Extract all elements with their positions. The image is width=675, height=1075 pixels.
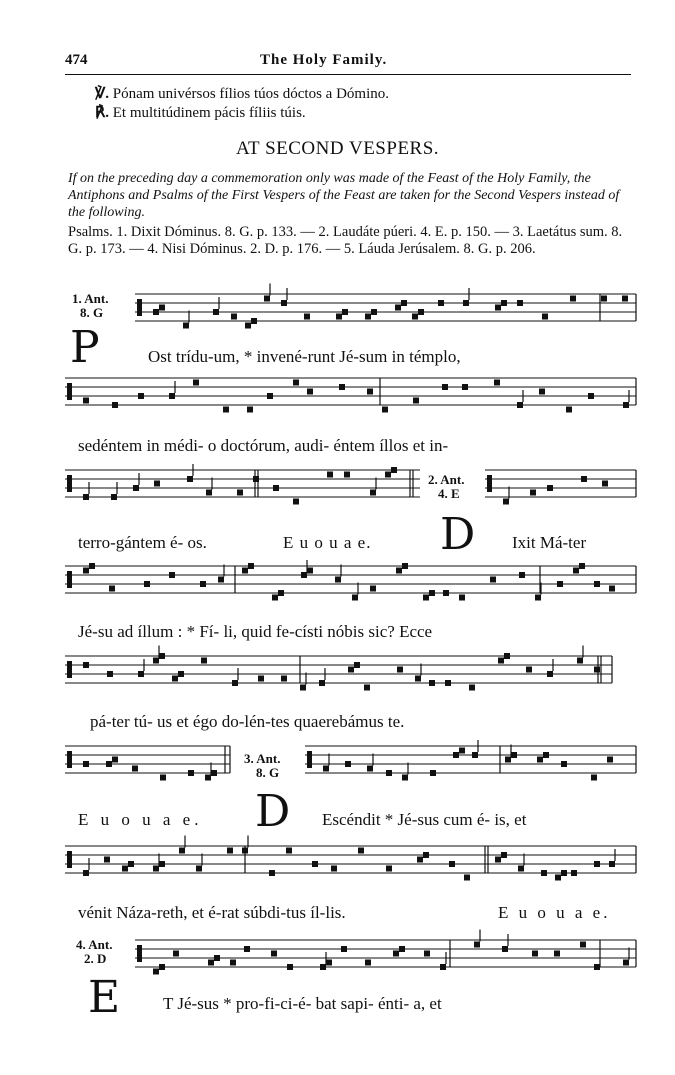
ant2-lyric-1: Ixit Má-ter — [512, 533, 587, 552]
neume-note — [365, 960, 371, 966]
neume-note — [594, 581, 600, 587]
neume-note — [429, 590, 435, 596]
neume-note — [453, 752, 459, 758]
neume-note — [169, 393, 175, 399]
ant2-euouae: E u o u a e. — [78, 810, 203, 829]
neume-note — [577, 658, 583, 664]
ant3-lyric-2: vénit Náza-reth, et é-rat súbdi-tus íl-lis. — [78, 903, 346, 922]
neume-note — [339, 384, 345, 390]
neume-note — [570, 296, 576, 302]
ant4-initial: E — [88, 972, 121, 1023]
neume-note — [542, 314, 548, 320]
neume-note — [623, 960, 629, 966]
ant1-initial: P — [70, 322, 100, 373]
neume-note — [253, 476, 259, 482]
neume-note — [344, 472, 350, 478]
neume-note — [319, 680, 325, 686]
neume-note — [438, 300, 444, 306]
neume-note — [511, 752, 517, 758]
neume-note — [107, 671, 113, 677]
neume-note — [307, 389, 313, 395]
neume-note — [370, 586, 376, 592]
neume-note — [517, 300, 523, 306]
neume-note — [443, 590, 449, 596]
neume-note — [248, 563, 254, 569]
neume-note — [571, 870, 577, 876]
neume-note — [159, 305, 165, 311]
neume-note — [300, 685, 306, 691]
neume-note — [247, 407, 253, 413]
neume-note — [218, 577, 224, 583]
neume-note — [122, 866, 128, 872]
neume-note — [579, 563, 585, 569]
neume-note — [609, 861, 615, 867]
neume-note — [83, 568, 89, 574]
clef — [67, 475, 72, 492]
neume-note — [264, 296, 270, 302]
neume-note — [227, 848, 233, 854]
neume-note — [623, 402, 629, 408]
neume-note — [543, 752, 549, 758]
neume-note — [601, 296, 607, 302]
neume-note — [445, 680, 451, 686]
neume-note — [245, 323, 251, 329]
neume-note — [336, 314, 342, 320]
neume-note — [594, 667, 600, 673]
neume-note — [371, 309, 377, 315]
running-title: The Holy Family. — [260, 52, 388, 68]
ant2-initial: D — [440, 509, 476, 560]
neume-note — [331, 866, 337, 872]
ant3-lyric-1: Escéndit * Jé-sus cum é- is, et — [322, 810, 527, 829]
neume-note — [213, 309, 219, 315]
neume-note — [413, 398, 419, 404]
neume-note — [214, 955, 220, 961]
neume-note — [535, 595, 541, 601]
neume-note — [301, 572, 307, 578]
neume-note — [530, 490, 536, 496]
neume-note — [132, 766, 138, 772]
neume-note — [440, 964, 446, 970]
neume-note — [112, 402, 118, 408]
neume-note — [526, 667, 532, 673]
neume-note — [193, 380, 199, 386]
neume-note — [537, 757, 543, 763]
neume-note — [323, 766, 329, 772]
neume-note — [382, 407, 388, 413]
neume-note — [503, 499, 509, 505]
neume-note — [211, 770, 217, 776]
ant1-euouae: E u o u a e. — [283, 533, 372, 552]
neume-note — [200, 581, 206, 587]
ant2-label: 2. Ant. — [428, 472, 465, 487]
neume-note — [138, 393, 144, 399]
neume-note — [179, 848, 185, 854]
neume-note — [106, 761, 112, 767]
neume-note — [230, 960, 236, 966]
neume-note — [519, 572, 525, 578]
neume-note — [258, 676, 264, 682]
neume-note — [169, 572, 175, 578]
neume-note — [242, 848, 248, 854]
response-sign: ℟. — [95, 105, 110, 121]
neume-note — [532, 951, 538, 957]
neume-note — [395, 305, 401, 311]
neume-note — [267, 393, 273, 399]
neume-note — [541, 870, 547, 876]
neume-note — [494, 380, 500, 386]
neume-note — [352, 595, 358, 601]
neume-note — [401, 300, 407, 306]
neume-note — [335, 577, 341, 583]
ant4-mode: 2. D — [84, 951, 107, 966]
neume-note — [273, 485, 279, 491]
neume-note — [397, 667, 403, 673]
ant1-lyric-3: terro-gántem é- os. — [78, 533, 207, 552]
neume-note — [602, 481, 608, 487]
neume-note — [517, 402, 523, 408]
neume-note — [326, 960, 332, 966]
clef — [307, 751, 312, 768]
neume-note — [396, 568, 402, 574]
neume-note — [554, 951, 560, 957]
neume-note — [320, 964, 326, 970]
neume-note — [231, 314, 237, 320]
neume-note — [342, 309, 348, 315]
section-title: AT SECOND VESPERS. — [235, 138, 440, 159]
neume-note — [518, 866, 524, 872]
neume-note — [581, 476, 587, 482]
ant2-mode: 4. E — [438, 486, 460, 501]
clef — [67, 383, 72, 400]
neume-note — [109, 586, 115, 592]
neume-note — [370, 490, 376, 496]
neume-note — [391, 467, 397, 473]
ant4-label: 4. Ant. — [76, 937, 113, 952]
neume-note — [502, 946, 508, 952]
neume-note — [244, 946, 250, 952]
neume-note — [188, 770, 194, 776]
neume-note — [501, 300, 507, 306]
neume-note — [159, 964, 165, 970]
neume-note — [278, 590, 284, 596]
neume-note — [173, 951, 179, 957]
ant1-lyric-2: sedéntem in médi- o doctórum, audi- éntem íllos et in- — [78, 436, 449, 455]
neume-note — [459, 748, 465, 754]
neume-note — [462, 384, 468, 390]
neume-note — [251, 318, 257, 324]
neume-note — [187, 476, 193, 482]
neume-note — [566, 407, 572, 413]
neume-note — [111, 494, 117, 500]
ant3-euouae: E u o u a e. — [498, 903, 611, 922]
neume-note — [272, 595, 278, 601]
clef — [137, 299, 142, 316]
neume-note — [501, 852, 507, 858]
neume-note — [293, 380, 299, 386]
neume-note — [402, 775, 408, 781]
neume-note — [138, 671, 144, 677]
neume-note — [386, 866, 392, 872]
neume-note — [424, 951, 430, 957]
neume-note — [459, 595, 465, 601]
neume-note — [418, 309, 424, 315]
neume-note — [580, 942, 586, 948]
neume-note — [281, 676, 287, 682]
neume-note — [237, 490, 243, 496]
neume-note — [304, 314, 310, 320]
neume-note — [232, 680, 238, 686]
neume-note — [183, 323, 189, 329]
neume-note — [206, 490, 212, 496]
neume-note — [312, 861, 318, 867]
ant4-lyric-1: T Jé-sus * pro-fi-ci-é- bat sapi- énti- a, et — [163, 994, 442, 1013]
psalms-list: Psalms. 1. Dixit Dóminus. 8. G. p. 133. — 2. Laudáte púeri. 4. E. p. 150. — 3. Laetátus sum. 8. G. p. 173. — 4. Nisi Dóminus. 2. D. p. 176. — 5. Láuda Jerúsalem. 8. G. p. 206. — [68, 224, 623, 257]
neume-note — [293, 499, 299, 505]
neume-note — [385, 472, 391, 478]
neume-note — [474, 942, 480, 948]
ant3-mode: 8. G — [256, 765, 280, 780]
neume-note — [430, 770, 436, 776]
neume-note — [555, 875, 561, 881]
neume-note — [417, 857, 423, 863]
neume-note — [561, 870, 567, 876]
neume-note — [153, 969, 159, 975]
neume-note — [463, 300, 469, 306]
neume-note — [271, 951, 277, 957]
neume-note — [594, 861, 600, 867]
versicle-text: Pónam univérsos fílios túos dóctos a Dómino. — [112, 86, 390, 102]
neume-note — [242, 568, 248, 574]
neume-note — [607, 757, 613, 763]
neume-note — [83, 494, 89, 500]
neume-note — [622, 296, 628, 302]
neume-note — [286, 848, 292, 854]
neume-note — [415, 676, 421, 682]
rubric: If on the preceding day a commemoration only was made of the Feast of the Holy Family, the Antiphons and Psalms of the First Vespers of the Feast are taken for the Second Vespers instead of the following. — [68, 171, 620, 220]
ant2-lyric-2: Jé-su ad íllum : * Fí- li, quid fe-císti nóbis sic? Ecce — [78, 622, 433, 641]
neume-note — [154, 481, 160, 487]
neume-note — [354, 662, 360, 668]
neume-note — [505, 757, 511, 763]
neume-note — [153, 309, 159, 315]
neume-note — [159, 653, 165, 659]
neume-note — [588, 393, 594, 399]
neume-note — [498, 658, 504, 664]
neume-note — [358, 848, 364, 854]
neume-note — [112, 757, 118, 763]
neume-note — [159, 861, 165, 867]
neume-note — [341, 946, 347, 952]
neume-note — [429, 680, 435, 686]
clef — [487, 475, 492, 492]
neume-note — [539, 389, 545, 395]
ant1-lyric-1: Ost trídu-um, * invené-runt Jé-sum in témplo, — [148, 347, 461, 366]
neume-note — [178, 671, 184, 677]
ant2-lyric-3: pá-ter tú- us et égo do-lén-tes quaerebámus te. — [90, 712, 405, 731]
neume-note — [573, 568, 579, 574]
neume-note — [83, 398, 89, 404]
neume-note — [196, 866, 202, 872]
neume-note — [442, 384, 448, 390]
neume-note — [287, 964, 293, 970]
neume-note — [591, 775, 597, 781]
clef — [67, 851, 72, 868]
neume-note — [281, 300, 287, 306]
clef — [67, 571, 72, 588]
neume-note — [402, 563, 408, 569]
neume-note — [205, 775, 211, 781]
ant1-label: 1. Ant. — [72, 291, 109, 306]
neume-note — [423, 852, 429, 858]
neume-note — [469, 685, 475, 691]
neume-note — [490, 577, 496, 583]
neume-note — [89, 563, 95, 569]
neume-note — [269, 870, 275, 876]
neume-note — [144, 581, 150, 587]
neume-note — [83, 761, 89, 767]
neume-note — [464, 875, 470, 881]
neume-note — [348, 667, 354, 673]
neume-note — [594, 964, 600, 970]
neume-note — [83, 870, 89, 876]
neume-note — [128, 861, 134, 867]
neume-note — [201, 658, 207, 664]
page-number: 474 — [65, 52, 88, 68]
neume-note — [208, 960, 214, 966]
ant3-initial: D — [255, 786, 291, 837]
neume-note — [557, 581, 563, 587]
response-text: Et multitúdinem pácis fíliis túis. — [112, 105, 306, 121]
neume-note — [172, 676, 178, 682]
neume-note — [472, 752, 478, 758]
clef — [137, 945, 142, 962]
ant3-label: 3. Ant. — [244, 751, 281, 766]
neume-note — [83, 662, 89, 668]
neume-note — [412, 314, 418, 320]
neume-note — [399, 946, 405, 952]
ant1-mode: 8. G — [80, 305, 104, 320]
neume-note — [367, 389, 373, 395]
neume-note — [386, 770, 392, 776]
neume-note — [609, 586, 615, 592]
neume-note — [223, 407, 229, 413]
clef — [67, 661, 72, 678]
neume-note — [423, 595, 429, 601]
neume-note — [160, 775, 166, 781]
neume-note — [561, 761, 567, 767]
neume-note — [327, 472, 333, 478]
neume-note — [364, 685, 370, 691]
neume-note — [133, 485, 139, 491]
neume-note — [449, 861, 455, 867]
neume-note — [365, 314, 371, 320]
neume-note — [104, 857, 110, 863]
versicle-sign: ℣. — [95, 86, 110, 102]
neume-note — [504, 653, 510, 659]
neume-note — [153, 658, 159, 664]
neume-note — [153, 866, 159, 872]
neume-note — [307, 568, 313, 574]
neume-note — [367, 766, 373, 772]
neume-note — [393, 951, 399, 957]
neume-note — [495, 857, 501, 863]
neume-note — [547, 671, 553, 677]
neume-note — [495, 305, 501, 311]
neume-note — [345, 761, 351, 767]
clef — [67, 751, 72, 768]
neume-note — [547, 485, 553, 491]
